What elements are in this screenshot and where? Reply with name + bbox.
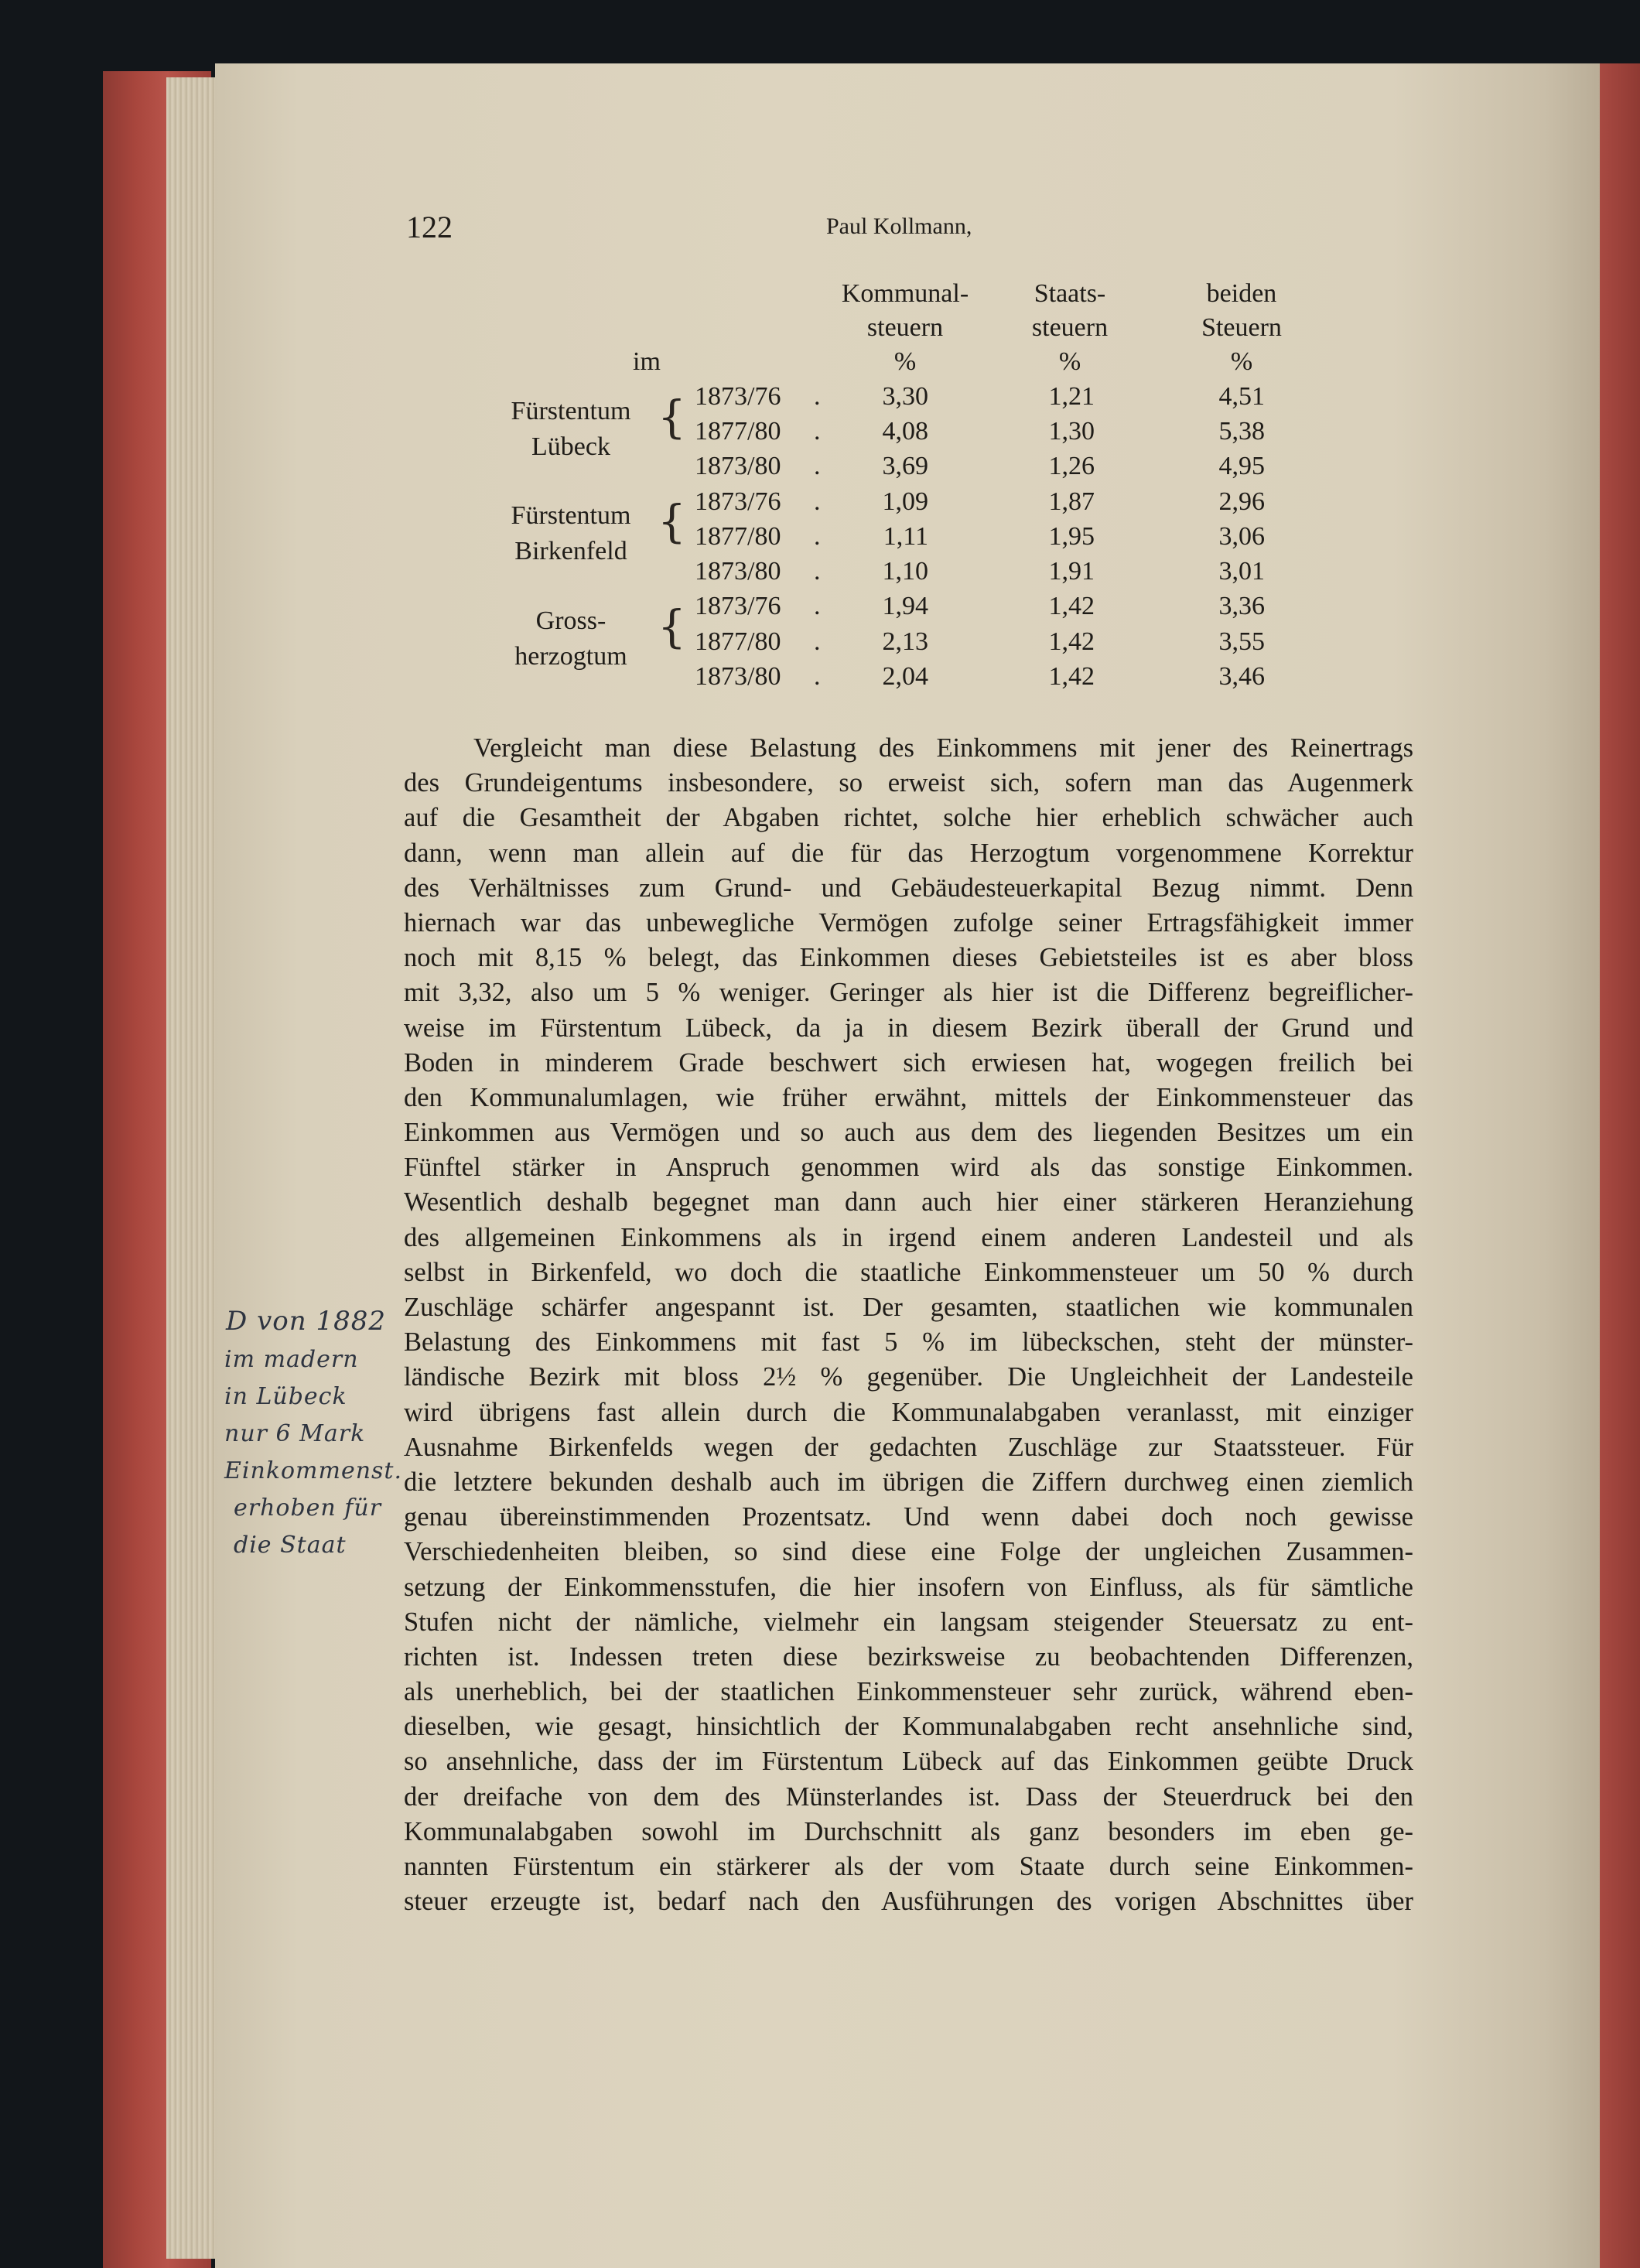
body-line: mit 3,32, also um 5 % weniger. Geringer als hier ist die Differenz begreiflicher-: [404, 978, 1413, 1008]
margin-note-line: D von 1882: [226, 1306, 386, 1337]
body-line: setzung der Einkommensstufen, die hier insofern von Einfluss, als für sämtliche: [404, 1572, 1413, 1602]
region-name: Fürstentum Birkenfeld: [511, 501, 631, 565]
scanned-page: 122 Paul Kollmann, Kommunal- steuern % Staats- steuern % beiden Steuern % im Fürstentum Lübeck { Fürstentum Birkenfeld { Gross- herzogtum { 1873/76 . 3,30 1,21 4,51 1877/80 . 4,08 1,30 5,38 1873/80 . 3,69 1,26 4,95 1873/76 . 1,09 1,87 2,96 1877/80 . 1,11 1,95 3,06 1873/80 . 1,10 1,91 3,01 1873/76 . 1,94 1,42 3,36 1877/80 . 2,13 1,42 3,55 1873/80 . 2,04 1,42 3,46 Vergleicht man diese Belastung des Einkommens mit jener des Reinertrags des Grundeigentums insbesondere, so erweist sich, sofern man das Augenmerk auf die Gesamtheit der Abgaben richtet, solche hier erheblich schwächer auch dann, wenn man allein auf die für das Herzogtum vorgenommene Korrektur des Verhältnisses zum Grund- und Gebäudesteuerkapital Bezug nimmt. Denn hiernach war das unbewegliche Vermögen zufolge seiner Ertragsfähigkeit immer noch mit 8,15 % belegt, das Einkommen dieses Gebietsteiles ist es aber bloss mit 3,32, also um 5 % weniger. Geringer als hier ist die Differenz begreiflicher- weise im Fürstentum Lübeck, da ja in diesem Bezirk überall der Grund und Boden in minderem Grade beschwert sich erwiesen hat, wogegen freilich bei den Kommunalumlagen, wie früher erwähnt, mittels der Einkommensteuer das Einkommen aus Vermögen und so auch aus dem des liegenden Besitzes um ein Fünftel stärker in Anspruch genommen wird als das sonstige Einkommen. Wesentlich deshalb begegnet man dann auch hier einer stärkeren Heranziehung des allgemeinen Einkommens als in irgend einem anderen Landesteil und als selbst in Birkenfeld, wo doch die staatliche Einkommensteuer um 50 % durch Zuschläge schärfer angespannt ist. Der gesamten, staatlichen wie kommunalen Belastung des Einkommens mit fast 5 % im lübeckschen, steht der münster- ländische Bezirk mit bloss 2½ % gegenüber. Die Ungleichheit der Landesteile wird übrigens fast allein durch die Kommunalabgaben veranlasst, mit einziger Ausnahme Birkenfelds wegen der gedachten Zuschläge zur Staatssteuer. Für die letztere bekunden deshalb auch im übrigen die Ziffern durchweg einen ziemlich genau übereinstimmenden Prozentsatz. Und wenn dabei doch noch gewisse Verschiedenheiten bleiben, so sind diese eine Folge der ungleichen Zusammen- setzung der Einkommensstufen, die hier insofern von Einfluss, als für sämtliche Stufen nicht der nämliche, vielmehr ein langsam steigender Steuersatz zu ent- richten ist. Indessen treten diese bezirksweise zu beobachtenden Differenzen, als unerheblich, bei der staatlichen Einkommensteuer sehr zurück, während eben- dieselben, wie gesagt, hinsichtlich der Kommunalabgaben recht ansehnliche sind, so ansehnliche, dass der im Fürstentum Lübeck auf das Einkommen geübte Druck der dreifache von dem des Münsterlandes ist. Dass der Steuerdruck bei den Kommunalabgaben sowohl im Durchschnitt als ganz besonders im eben ge- nannten Fürstentum ein stärkerer als der vom Staate durch seine Einkommen- steuer erzeugte ist, bedarf nach den Ausführungen des vorigen Abschnittes über D von 1882 im madern in Lübeck nur 6 Mark Einkommenst. erhoben für die Staat: [0, 0, 1640, 2268]
body-line: Einkommen aus Vermögen und so auch aus dem des liegenden Besitzes um ein: [404, 1118, 1413, 1148]
running-title: Paul Kollmann,: [826, 213, 972, 239]
body-line: dieselben, wie gesagt, hinsichtlich der Kommunalabgaben recht ansehnliche sind,: [404, 1712, 1413, 1742]
brace-icon: {: [658, 495, 686, 548]
body-line: Belastung des Einkommens mit fast 5 % im lübeckschen, steht der münster-: [404, 1327, 1413, 1358]
body-line: ländische Bezirk mit bloss 2½ % gegenüber. Die Ungleichheit der Landesteile: [404, 1362, 1413, 1392]
margin-note-line: nur 6 Mark: [224, 1420, 366, 1447]
page-edges: [166, 77, 222, 2259]
body-line: Verschiedenheiten bleiben, so sind diese eine Folge der ungleichen Zusammen-: [404, 1537, 1413, 1567]
page-number: 122: [406, 210, 453, 244]
col-header-kommunal: Kommunal- steuern %: [841, 279, 969, 376]
body-line: richten ist. Indessen treten diese bezirksweise zu beobachtenden Differenzen,: [404, 1641, 1413, 1672]
region-name: Fürstentum Lübeck: [511, 397, 631, 461]
body-line: Kommunalabgaben sowohl im Durchschnitt als ganz besonders im eben ge-: [404, 1816, 1413, 1846]
body-line: dann, wenn man allein auf die für das Herzogtum vorgenommene Korrektur: [404, 838, 1413, 868]
handwritten-margin-note: [223, 1306, 401, 1569]
region-name: Gross- herzogtum: [514, 606, 627, 671]
margin-note-line: im madern: [224, 1346, 359, 1373]
body-line: den Kommunalumlagen, wie früher erwähnt, mittels der Einkommensteuer das: [404, 1082, 1413, 1112]
body-line: Zuschläge schärfer angespannt ist. Der gesamten, staatlichen wie kommunalen: [404, 1293, 1413, 1322]
body-line: nannten Fürstentum ein stärkerer als der vom Staate durch seine Einkommen-: [404, 1852, 1413, 1881]
brace-icon: {: [658, 391, 686, 443]
margin-note-line: die Staat: [234, 1532, 347, 1559]
body-line: noch mit 8,15 % belegt, das Einkommen dieses Gebietsteiles ist es aber bloss: [404, 943, 1413, 973]
body-line: der dreifache von dem des Münsterlandes ist. Dass der Steuerdruck bei den: [404, 1781, 1413, 1812]
body-line: Stufen nicht der nämliche, vielmehr ein langsam steigender Steuersatz zu ent-: [404, 1607, 1413, 1637]
col-header-beiden: beiden Steuern %: [1201, 279, 1282, 376]
body-line: selbst in Birkenfeld, wo doch die staatliche Einkommensteuer um 50 % durch: [404, 1257, 1413, 1287]
margin-note-line: erhoben für: [234, 1494, 382, 1522]
body-line: wird übrigens fast allein durch die Kommunalabgaben veranlasst, mit einziger: [404, 1397, 1413, 1427]
body-paragraph: [404, 731, 1413, 1919]
brace-icon: {: [658, 600, 686, 653]
body-line: steuer erzeugte ist, bedarf nach den Ausführungen des vorigen Abschnittes über: [404, 1887, 1413, 1917]
margin-note-line: Einkommenst.: [224, 1457, 403, 1484]
body-line: des Verhältnisses zum Grund- und Gebäudesteuerkapital Bezug nimmt. Denn: [404, 873, 1413, 903]
body-line: Vergleicht man diese Belastung des Einkommens mit jener des Reinertrags: [473, 733, 1413, 763]
body-line: Fünftel stärker in Anspruch genommen wird als das sonstige Einkommen.: [404, 1153, 1413, 1183]
body-line: Wesentlich deshalb begegnet man dann auch hier einer stärkeren Heranziehung: [404, 1187, 1413, 1218]
body-line: die letztere bekunden deshalb auch im übrigen die Ziffern durchweg einen ziemlich: [404, 1467, 1413, 1497]
row-label-im: im: [633, 347, 661, 376]
body-line: Ausnahme Birkenfelds wegen der gedachten Zuschläge zur Staatssteuer. Für: [404, 1432, 1413, 1462]
body-line: auf die Gesamtheit der Abgaben richtet, solche hier erheblich schwächer auch: [404, 803, 1413, 833]
body-line: als unerheblich, bei der staatlichen Einkommensteuer sehr zurück, während eben-: [404, 1677, 1413, 1707]
body-line: so ansehnliche, dass der im Fürstentum Lübeck auf das Einkommen geübte Druck: [404, 1747, 1413, 1777]
body-line: weise im Fürstentum Lübeck, da ja in diesem Bezirk überall der Grund und: [404, 1013, 1413, 1043]
body-line: hiernach war das unbewegliche Vermögen zufolge seiner Ertragsfähigkeit immer: [404, 907, 1413, 938]
body-line: Boden in minderem Grade beschwert sich erwiesen hat, wogegen freilich bei: [404, 1047, 1413, 1078]
body-line: des Grundeigentums insbesondere, so erweist sich, sofern man das Augenmerk: [404, 768, 1413, 798]
col-header-staats: Staats- steuern %: [1031, 279, 1109, 376]
body-line: genau übereinstimmenden Prozentsatz. Und wenn dabei doch noch gewisse: [404, 1502, 1413, 1532]
body-line: des allgemeinen Einkommens als in irgend einem anderen Landesteil und als: [404, 1222, 1413, 1252]
margin-note-line: in Lübeck: [224, 1383, 347, 1410]
